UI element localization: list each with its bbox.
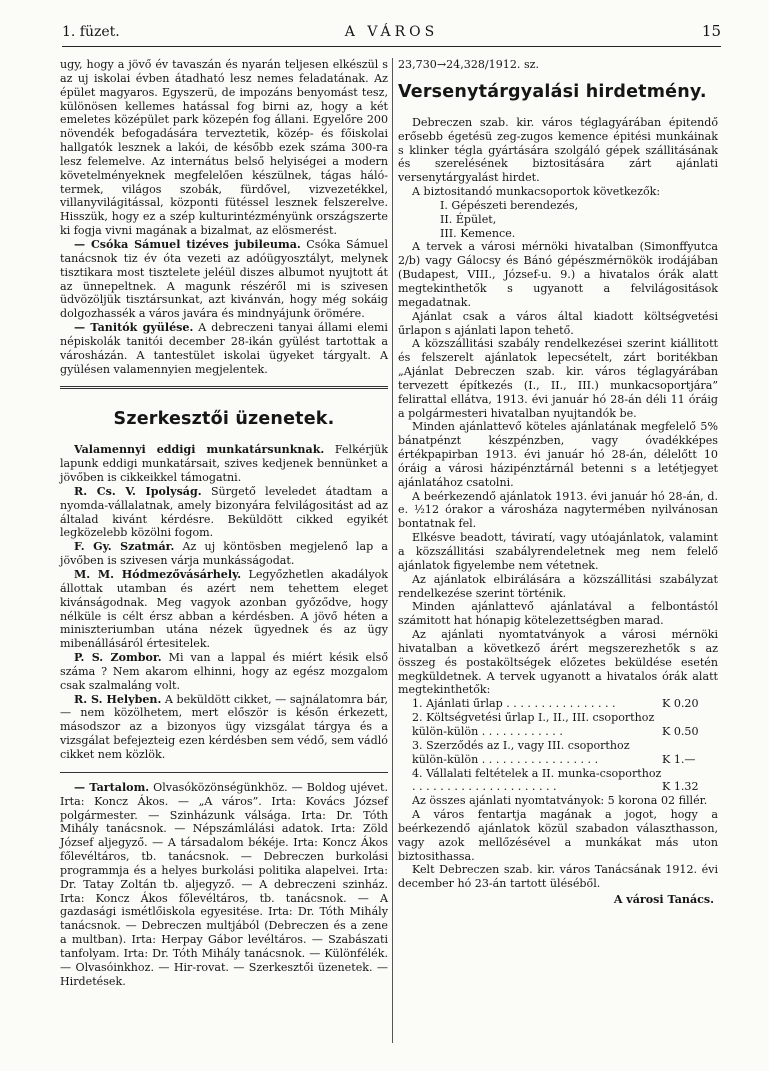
message-item <box>60 485 388 540</box>
message-text: Legyőzhetlen akadályok állottak utamban és azért nem tehettem eleget kivánságodnak. Meg vagyok azonban győződve, hogy nélküle is célt érsz abban a kérdésben. A jövő héten a miniszteriumban utána nézek ügyednek és az ügy mibenállásáról értesitelek. <box>60 568 388 651</box>
left-column <box>60 58 388 988</box>
message-text: Sürgető leveledet átadtam a nyomda-vállalatnak, amely bizonyára felvilágositást ad az általad kivánt kérdésre. Beküldött cikked egyikét legközelebb közölni fogom. <box>60 484 388 540</box>
tender-paragraph: Minden ajánlattevő ajánlatával a felbontástól számitott hat hónapig kötelezettségben marad. <box>398 600 718 628</box>
message-text: Mi van a lappal és miért késik első száma ? Nem akarom elhinni, hogy az egész mozgalom csak szalmaláng volt. <box>60 651 388 692</box>
tender-paragraph: A beérkezendő ajánlatok 1913. évi január hó 28-án, d. e. ½12 órakor a városháza nagytermében nyilvánosan bontatnak fel. <box>398 489 718 531</box>
editor-messages-title: Szerkesztői üzenetek. <box>113 409 335 430</box>
signature: A városi Tanács. <box>613 893 714 907</box>
page-number: 15 <box>701 22 721 40</box>
header-rule <box>62 46 721 47</box>
message-addressee: M. M. Hódmezővásárhely. <box>74 568 242 581</box>
price-label: 3. Szerződés az I., vagy III. csoporthoz külön-külön . . . . . . . . . . . . . . . . . <box>412 738 630 766</box>
tender-paragraph: A tervek a városi mérnöki hivatalban (Simonffyutca 2/b) vagy Gálocsy és Bánó gépészmérnökök irodájában (Budapest, VIII., József-u. 9.) a hivatalos órák alatt megtekinthetők s ugyanott a felvilágositások megadatnak. <box>398 240 718 309</box>
price-list <box>398 697 718 794</box>
page-header <box>62 18 721 46</box>
message-item <box>60 540 388 568</box>
issue-number: 1. füzet. <box>62 24 120 40</box>
section-divider <box>60 386 388 389</box>
reference-number: 23,730→24,328/1912. sz. <box>398 58 540 71</box>
jubilee-paragraph <box>60 238 388 321</box>
toc-heading: — Tartalom. <box>74 780 150 794</box>
price-row <box>398 711 718 739</box>
column-divider <box>392 58 393 1043</box>
message-addressee: R. Cs. V. Ipolyság. <box>74 484 202 498</box>
toc-divider <box>60 772 388 773</box>
tender-paragraph: Az ajánlatok elbirálására a közszállitási szabályzat rendelkezése szerint történik. <box>398 572 718 600</box>
tender-paragraph: A közszállitási szabály rendelkezései szerint kiállitott és felszerelt ajánlatok lepecsételt, zárt boritékban „Ajánlat Debreczen szab. kir. város téglagyárában tervezett építkezés (I., II., III.) munkacsoportjára” felirattal ellátva, 1913. évi január hó 28-án déli 11 óráig a polgármesteri hivatalban nyujtandók be. <box>398 337 718 420</box>
teachers-paragraph <box>60 321 388 376</box>
price-label: 1. Ajánlati űrlap . . . . . . . . . . . . . . . . <box>412 697 616 711</box>
price-row <box>398 767 718 795</box>
message-addressee: Valamennyi eddigi munkatársunknak. <box>74 443 325 457</box>
tender-paragraph: Kelt Debreczen szab. kir. város Tanácsának 1912. évi december hó 23-án tartott üléséből. <box>398 863 718 891</box>
price-value: K 1.— <box>662 752 696 766</box>
message-addressee: R. S. Helyben. <box>74 692 162 706</box>
price-label: 4. Vállalati feltételek a II. munka-csoporthoz . . . . . . . . . . . . . . . . . . . . . <box>412 766 662 794</box>
tender-title: Versenytárgyalási hirdetmény. <box>398 81 707 102</box>
price-value: K 0.50 <box>662 724 699 738</box>
tender-paragraph: A város fentartja magának a jogot, hogy a beérkezendő ajánlatok közül szabadon választhasson, vagy azok mellőzésével a munkákat más uton biztosithassa. <box>398 808 718 863</box>
message-item <box>60 443 388 485</box>
toc-text: Olvasóközönségünkhöz. — Boldog ujévet. Irta: Koncz Ákos. — „A város”. Irta: Kovács József polgármester. — Szinházunk válsága. Irta: Dr. Tóth Mihály tanácsnok. — Népszámlálási adatok. Irta: Zöld József aljegyző. — A társadalom békéje. Irta: Koncz Ákos főlevéltáros, tb. tanácsnok. — Debreczen burkolási programmja és a helyes burkolási politika alapelvei. Irta: Dr. Tatay Zoltán tb. aljegyző. — A debreczeni szinház. Irta: Koncz Ákos főlevéltáros, tb. tanácsnok. — A gazdasági ismétlőiskola egyesitése. Irta: Dr. Tóth Mihály tanácsnok. — Debreczen multjából (Debreczen és a zene a multban). Irta: Herpay Gábor levéltáros. — Szabászati tanfolyam. Irta: Dr. Tóth Mihály tanácsnok. — Különfélék. — Olvasóinkhoz. — Hir-rovat. — Szerkesztői üzenetek. — Hirdetések. <box>60 780 388 988</box>
tender-paragraph: A biztositandó munkacsoportok következők: <box>412 185 661 199</box>
tender-paragraph: Az ajánlati nyomtatványok a városi mérnöki hivatalban a következő árért megszerezhetők s az összeg és postaköltségek előzetes beküldése esetén megküldetnek. A tervek ugyanott a hivatalos órák alatt megtekinthetők: <box>398 628 718 697</box>
teachers-text: A debreczeni tanyai állami elemi népiskolák tanitói december 28-ikán gyülést tartottak a városházán. A tantestület iskolai ügyeket tárgyalt. A gyülésen valamennyien megjelentek. <box>60 321 388 376</box>
journal-title: A VÁROS <box>344 24 439 40</box>
work-group-item: I. Gépészeti berendezés, <box>440 198 579 212</box>
price-row <box>398 739 718 767</box>
work-groups-list <box>398 199 718 241</box>
work-group-item: II. Épület, <box>440 212 497 226</box>
message-text: Felkérjük lapunk eddigi munkatársait, szives kedjenek bennünket a jövőben is cikkeikkel támogatni. <box>60 443 388 485</box>
tender-paragraph: Debreczen szab. kir. város téglagyárában épitendő erősebb égetésü zeg-zugos kemence épitési munkáinak s klinker tégla gyártására szolgáló gépek szállitásának és szerelésének biztositására zárt ajánlati versenytárgyalást hirdet. <box>398 115 718 185</box>
price-row <box>398 697 718 711</box>
tender-paragraph: Minden ajánlattevő köteles ajánlatának megfelelő 5% bánatpénzt készpénzben, vagy óvadékképes értékpapirban 1913. évi január hó 28-án, délelőtt 10 óráig a városi házipénztárnál betenni s a letétjegyet ajánlatához csatolni. <box>398 420 718 489</box>
message-text: A beküldött cikket, — sajnálatomra bár, — nem közölhetem, mert először is későn érkezett, másodszor az a bizonyos ügy vizsgálat tárgya és a vizsgálat befejezteig ezen kérdésben sem védő, sem vádló cikket nem közlök. <box>60 692 388 761</box>
message-addressee: P. S. Zombor. <box>74 651 162 665</box>
message-item <box>60 651 388 693</box>
message-addressee: F. Gy. Szatmár. <box>74 540 175 554</box>
work-group-item: III. Kemence. <box>440 226 516 240</box>
table-of-contents <box>60 781 388 989</box>
message-text: Az uj köntösben megjelenő lap a jövőben is szivesen várja munkásságodat. <box>60 540 389 568</box>
teachers-heading: — Tanitók gyülése. <box>74 321 194 335</box>
price-value: K 1.32 <box>662 780 699 794</box>
jubilee-text: Csóka Sámuel tanácsnok tiz év óta vezeti az adóügyosztályt, melynek tisztikara most tisztelete jeléül diszes albumot nyujtott át az ünnepeltnek. A magunk részéről mi is szivesen üdvözöljük tisztársunkat, azt kivánván, hogy még sokáig dolgozhassék a város javára és mindnyájunk örömére. <box>60 237 388 321</box>
right-column <box>398 58 718 907</box>
price-label: 2. Költségvetési űrlap I., II., III. csoporthoz külön-külön . . . . . . . . . . . . <box>412 711 655 738</box>
message-item <box>60 568 388 651</box>
price-value: K 0.20 <box>662 697 699 711</box>
jubilee-heading: — Csóka Sámuel tizéves jubileuma. <box>74 237 301 251</box>
tender-paragraph: Az összes ajánlati nyomtatványok: 5 korona 02 fillér. <box>412 794 708 808</box>
tender-paragraph: Elkésve beadott, táviratí, vagy utóajánlatok, valamint a közszállitási szabályrendeletnek meg nem felelő ajánlatok figyelembe nem vétetnek. <box>398 531 718 572</box>
message-item <box>60 693 388 762</box>
internatus-paragraph: ugy, hogy a jövő év tavaszán és nyarán teljesen elkészül s az uj iskolai évben átadható lesz nemes feladatának. Az épület magyaros. Egyszerü, de impozáns benyomást tesz, különösen kellemes hatással fog birni az, hogy a két emeletes középület park közepén fog állani. Egyelőre 200 növendék befogadására terveztetik, közép- és főiskolai hallgatók lesznek a lakói, de később ezek száma 300-ra lesz felemelve. Az internátus belső helyiségei a modern követelményeknek megfelelően készülnek, tágas háló-termek, világos szobák, fürdővel, vizvezetékkel, villanyvilágitással, központi fütéssel lesznek felszerelve. Hisszük, hogy ez a szép kulturintézményünk országszerte ki fogja vivni magának a bizalmat, az elösmerést. <box>60 58 388 238</box>
tender-paragraph: Ajánlat csak a város által kiadott költségvetési űrlapon s ajánlati lapon tehető. <box>398 309 718 337</box>
